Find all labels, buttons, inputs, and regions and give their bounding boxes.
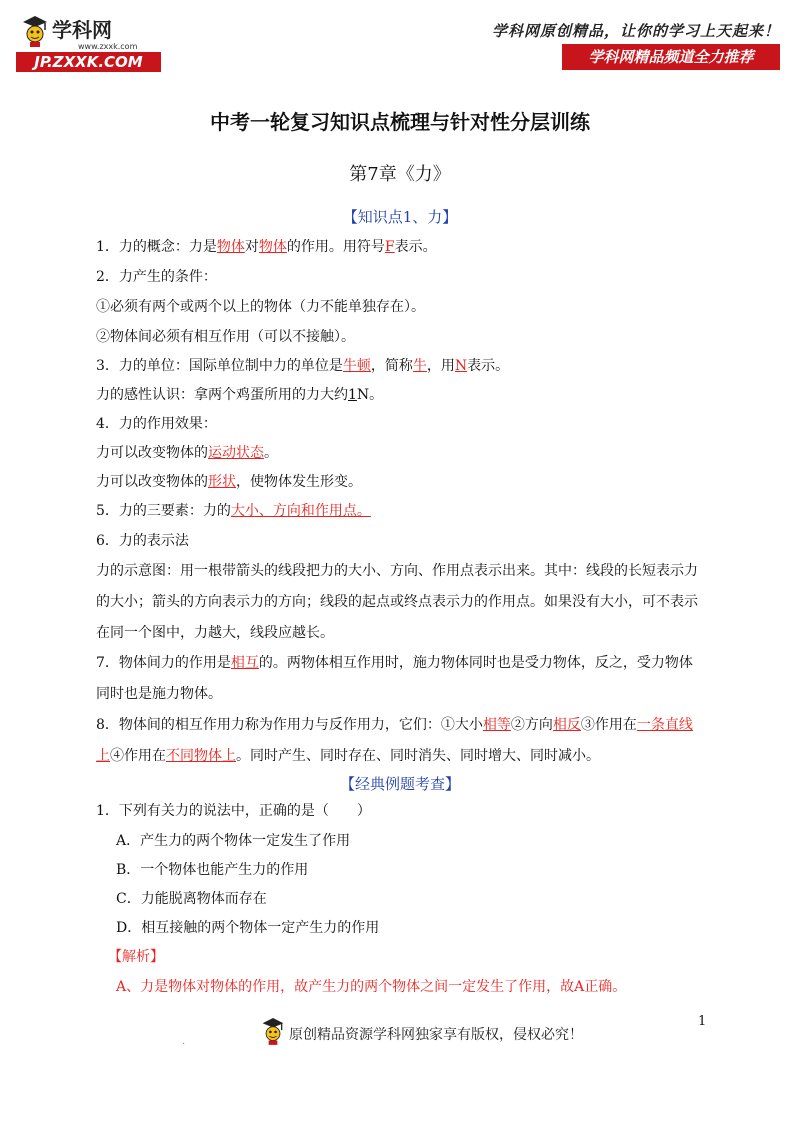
k6b-line: 的大小；箭头的方向表示力的方向；线段的起点或终点表示力的作用点。如果没有大小，可不表示: [96, 594, 698, 610]
k6a-line: 力的示意图：用一根带箭头的线段把力的大小、方向、作用点表示出来。其中：线段的长短表示力: [96, 563, 698, 579]
mascot-icon: [260, 1016, 286, 1046]
k1-line: 1．力的概念：力是物体对物体的作用。用符号F表示。: [96, 239, 437, 255]
logo-text: 学科网: [52, 18, 112, 42]
header-slogan: 学科网原创精品，让你的学习上天起来！: [491, 22, 780, 40]
k4a-line: 力可以改变物体的运动状态。: [96, 445, 278, 461]
logo-url: JP.ZXXK.COM: [16, 52, 161, 72]
footer-dot: .: [182, 1036, 186, 1047]
analysis-label: 【解析】: [108, 949, 164, 965]
k6-line: 6．力的表示法: [96, 533, 189, 549]
analysis-a: A、力是物体对物体的作用，故产生力的两个物体之间一定发生了作用，故A正确。: [116, 979, 627, 995]
footer-copyright: 原创精品资源学科网独家享有版权，侵权必究！: [289, 1027, 583, 1043]
q1-option-b: B．一个物体也能产生力的作用: [116, 862, 309, 878]
section-examples-title: 【经典例题考查】: [339, 775, 460, 793]
q1-option-c: C．力能脱离物体而存在: [116, 891, 267, 907]
question-1: 1．下列有关力的说法中，正确的是（ ）: [96, 803, 371, 819]
document-title: 中考一轮复习知识点梳理与针对性分层训练: [210, 110, 590, 134]
page-header: [0, 0, 800, 80]
k4b-line: 力可以改变物体的形状，使物体发生形变。: [96, 474, 362, 490]
q1-option-a: A．产生力的两个物体一定发生了作用: [116, 833, 351, 849]
k5-line: 5．力的三要素：力的大小、方向和作用点。: [96, 503, 371, 519]
k7b-line: 同时也是施力物体。: [96, 686, 222, 702]
k7-line: 7．物体间力的作用是相互的。两物体相互作用时，施力物体同时也是受力物体，反之，受力物体: [96, 655, 693, 671]
k4-line: 4．力的作用效果：: [96, 416, 217, 432]
k8-line: 8．物体间的相互作用力称为作用力与反作用力，它们：①大小相等②方向相反③作用在一条直线: [96, 717, 693, 733]
k2-line: 2．力产生的条件：: [96, 269, 217, 285]
page-number: 1: [698, 1014, 707, 1029]
mascot-icon: [20, 14, 50, 48]
chapter-title: 第7章《力》: [349, 164, 451, 185]
k6c-line: 在同一个图中，力越大，线段应越长。: [96, 625, 334, 641]
section-knowledge-title: 【知识点1、力】: [342, 208, 458, 226]
k3-line: 3．力的单位：国际单位制中力的单位是牛顿，简称牛，用N表示。: [96, 358, 510, 374]
zxxk-logo[interactable]: [16, 12, 161, 74]
k2a-line: ①必须有两个或两个以上的物体（力不能单独存在）。: [96, 299, 425, 315]
k8b-line: 上④作用在不同物体上。同时产生、同时存在、同时消失、同时增大、同时减小。: [96, 748, 600, 764]
q1-option-d: D．相互接触的两个物体一定产生力的作用: [116, 920, 380, 936]
header-banner[interactable]: 学科网精品频道全力推荐: [562, 44, 780, 70]
k2b-line: ②物体间必须有相互作用（可以不接触）。: [96, 329, 355, 345]
logo-sub: www.zxxk.com: [78, 42, 138, 51]
k3b-line: 力的感性认识：拿两个鸡蛋所用的力大约1N。: [96, 387, 384, 403]
